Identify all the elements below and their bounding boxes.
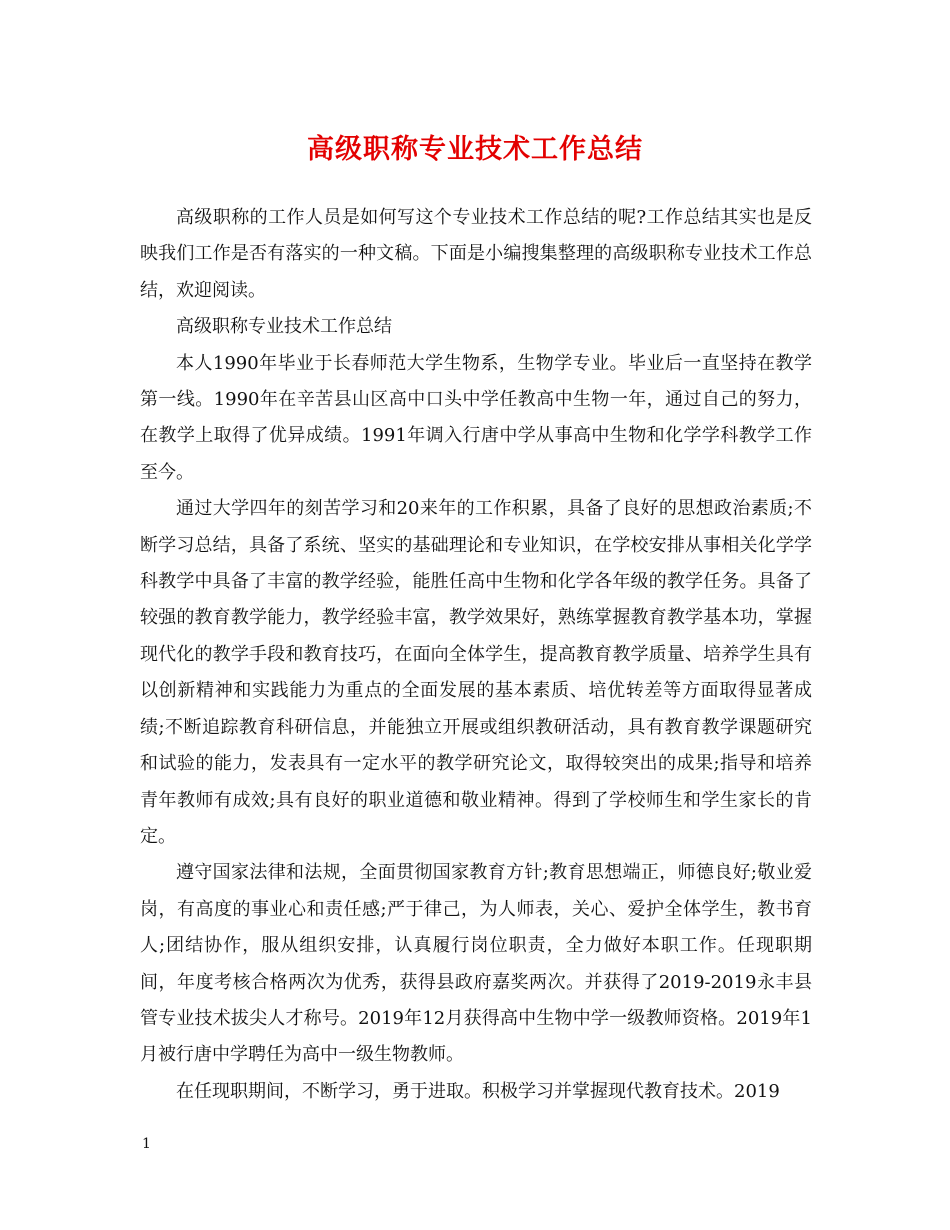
paragraph-ethics: 遵守国家法律和法规，全面贯彻国家教育方针;教育思想端正，师德良好;敬业爱岗，有高度的事业心和责任感;严于律己，为人师表，关心、爱护全体学生，教书育人;团结协作，服从组织安排，认真履行岗位职责，全力做好本职工作。任现职期间，年度考核合格两次为优秀，获得县政府嘉奖两次。并获得了2019-2019永丰县管专业技术拔尖人才称号。2019年12月获得高中生物中学一级教师资格。2019年1月被行唐中学聘任为高中一级生物教师。 (140, 862, 812, 1066)
paragraph-continuation: 在任现职期间，不断学习，勇于进取。积极学习并掌握现代教育技术。2019 (176, 1080, 780, 1102)
paragraph-subheading: 高级职称专业技术工作总结 (176, 316, 392, 338)
page-number: 1 (142, 1136, 151, 1152)
paragraph-qualifications: 通过大学四年的刻苦学习和20来年的工作积累，具备了良好的思想政治素质;不断学习总结，具备了系统、坚实的基础理论和专业知识，在学校安排从事相关化学学科教学中具备了丰富的教学经验，能胜任高中生物和化学各年级的教学任务。具备了较强的教育教学能力，教学经验丰富，教学效果好，熟练掌握教育教学基本功，掌握现代化的教学手段和教育技巧，在面向全体学生，提高教育教学质量、培养学生具有以创新精神和实践能力为重点的全面发展的基本素质、培优转差等方面取得显著成绩;不断追踪教育科研信息，并能独立开展或组织教研活动，具有教育教学课题研究和试验的能力，发表具有一定水平的教学研究论文，取得较突出的成果;指导和培养青年教师有成效;具有良好的职业道德和敬业精神。得到了学校师生和学生家长的肯定。 (140, 498, 812, 847)
document-body (140, 200, 812, 1110)
document-title: 高级职称专业技术工作总结 (307, 134, 643, 165)
paragraph-background: 本人1990年毕业于长春师范大学生物系，生物学专业。毕业后一直坚持在教学第一线。1990年在辛苦县山区高中口头中学任教高中生物一年，通过自己的努力，在教学上取得了优异成绩。1991年调入行唐中学从事高中生物和化学学科教学工作至今。 (140, 352, 812, 483)
paragraph-intro: 高级职称的工作人员是如何写这个专业技术工作总结的呢?工作总结其实也是反映我们工作是否有落实的一种文稿。下面是小编搜集整理的高级职称专业技术工作总结，欢迎阅读。 (140, 207, 812, 301)
